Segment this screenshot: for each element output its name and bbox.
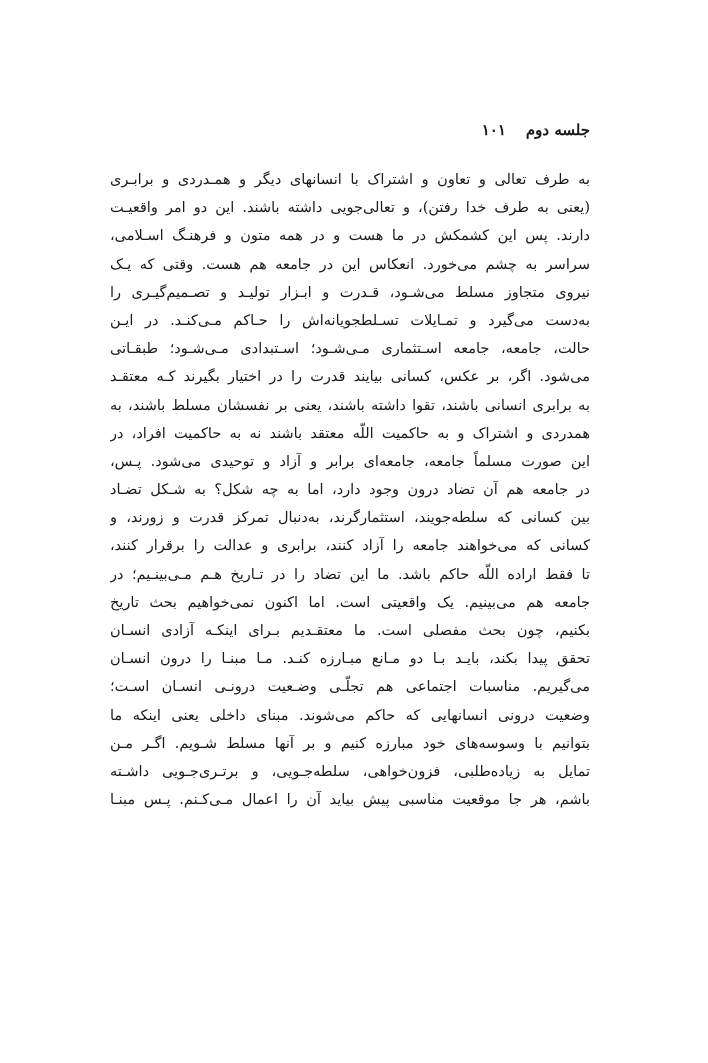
- text-line: این صورت مسلماً جامعه، جامعه‌ای برابر و آزاد و توحیدی می‌شود. پـس،: [110, 453, 590, 470]
- text-line: (یعنی به طرف خدا رفتن)، و تعالی‌جویی داشته باشند. این دو امر واقعیـت: [110, 200, 590, 217]
- text-line: وضعیت درونی انسانهایی که حاکم می‌شوند. مبنای داخلی یعنی اینکه ما: [110, 707, 590, 724]
- text-line: تا فقط اراده اللّه حاکم باشد. ما این تضاد را در تـاریخ هـم مـی‌بینـیم؛ در: [110, 566, 590, 583]
- text-line: بکنیم، چون بحث مفصلی است. ما معتقـدیم بـرای اینکـه آزادی انسـان: [110, 623, 590, 639]
- text-line: کسانی که می‌خواهند جامعه را آزاد کنند، برابری و عدالت را برقرار کنند،: [110, 538, 590, 555]
- text-line: می‌شود. اگر، بر عکس، کسانی بیایند قدرت را در اختیار بگیرند کـه معتقـد: [110, 369, 590, 386]
- text-line: بتوانیم با وسوسه‌های خود مبارزه کنیم و بر آنها مسلط شـویم. اگـر مـن: [110, 735, 590, 752]
- text-line: تمایل به زیاده‌طلبی، فزون‌خواهی، سلطه‌جـویی، و برتـری‌جـویی داشـته: [110, 763, 590, 780]
- text-line: دارند. پس این کشمکش در ما هست و در همه متون و فرهنـگ اسـلامی،: [110, 228, 590, 245]
- text-line: در جامعه هم آن تضاد درون وجود دارد، اما به چه شکل؟ به شـکل تضـاد: [110, 482, 590, 499]
- section-title: جلسه دوم: [525, 121, 590, 139]
- text-line: باشم، هر جا موقعیت مناسبی پیش بیاید آن را اعمال مـی‌کـنم. پـس مبنـا: [110, 792, 590, 809]
- text-line: به‌دست می‌گیرد و تمـایلات تسـلطجویانه‌اش را حـاکم مـی‌کنـد. در ایـن: [110, 312, 590, 329]
- body-text: [110, 166, 590, 814]
- page-number: ۱۰۱: [481, 121, 506, 139]
- text-line: به برابری انسانی باشند، تقوا داشته باشند، یعنی بر نفسشان مسلط باشند، به: [110, 397, 590, 414]
- text-line: حالت، جامعه، جامعه اسـتثماری مـی‌شـود؛ اسـتبدادی مـی‌شـود؛ طبقـاتی: [110, 341, 590, 358]
- running-header: [110, 118, 590, 142]
- text-line: سراسر به چشم می‌خورد. انعکاس این در جامعه هم هست. وقتی که یـک: [110, 256, 590, 273]
- text-line: جامعه هم می‌بینیم. یک واقعیتی است. اما اکنون نمی‌خواهیم بحث تاریخ: [110, 594, 590, 611]
- text-line: همدردی و اشتراک و به حاکمیت اللّه معتقد باشند نه به حاکمیت افراد، در: [110, 425, 590, 442]
- text-line: تحقق پیدا بکند، بایـد بـا دو مـانع مبـارزه کنـد. مـا مبنـا را درون انسـان: [110, 651, 590, 668]
- text-line: می‌گیریم. مناسبات اجتماعی هم تجلّـی وضـعیت درونـی انسـان اسـت؛: [110, 679, 590, 696]
- text-line: به طرف تعالی و تعاون و اشتراک با انسانهای دیگر و همـدردی و برابـری: [110, 172, 590, 188]
- text-line: بین کسانی که سلطه‌جویند، استثمارگرند، به‌دنبال تمرکز قدرت و زورند، و: [110, 510, 590, 527]
- text-line: نیروی متجاوز مسلط می‌شـود، قـدرت و ابـزار تولیـد و تصـمیم‌گیـری را: [110, 284, 590, 301]
